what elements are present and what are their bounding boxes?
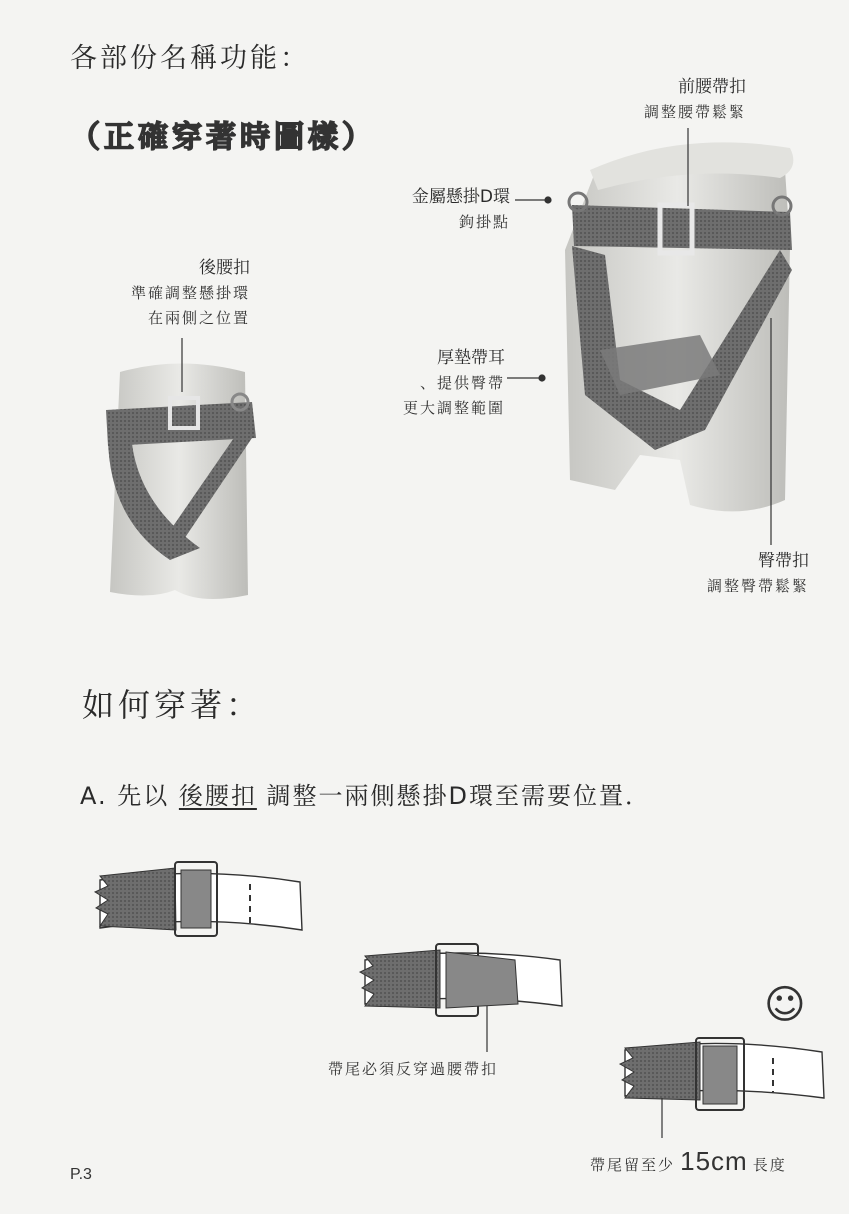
buckle-diagram-1 xyxy=(95,862,302,936)
section-title-how-to-wear: 如何穿著： xyxy=(82,686,263,724)
back-buckle-desc-2: 在兩側之位置 xyxy=(147,309,250,327)
d-ring-desc: 鉤掛點 xyxy=(458,213,510,231)
step-a-prefix: A. 先以 xyxy=(80,782,179,810)
buckle-diagram-3 xyxy=(620,1038,824,1138)
harness-back-photo xyxy=(106,364,256,600)
section-title-parts: 各部份名稱功能： xyxy=(70,43,310,74)
front-buckle-name: 前腰帶扣 xyxy=(678,77,746,97)
d-ring-name: 金屬懸掛D環 xyxy=(411,187,510,207)
padded-tab-desc-1: 、提供臀帶 xyxy=(419,374,505,392)
step-a-back-buckle: 後腰扣 xyxy=(178,782,257,810)
step-a-suffix: 調整一兩側懸掛D環至需要位置． xyxy=(256,782,651,810)
hip-buckle-desc: 調整臀帶鬆緊 xyxy=(706,577,809,595)
note-length-value: 15cm xyxy=(680,1146,748,1176)
padded-tab-desc-2: 更大調整範圍 xyxy=(402,399,505,417)
label-back-buckle xyxy=(60,253,250,328)
note-strap-through: 帶尾必須反穿過腰帶扣 xyxy=(328,1060,499,1078)
step-a-instruction xyxy=(80,776,651,811)
back-buckle-desc-1: 準確調整懸掛環 xyxy=(130,284,250,302)
section-subtitle-correct-wear: （正確穿著時圖樣） xyxy=(70,120,376,155)
label-hip-buckle xyxy=(589,546,809,596)
harness-front-photo xyxy=(565,142,793,511)
label-front-buckle xyxy=(526,72,746,122)
note-length-prefix: 帶尾留至少 xyxy=(590,1156,676,1174)
note-length-suffix: 長度 xyxy=(752,1156,787,1174)
label-padded-tab xyxy=(340,343,505,418)
smiley-icon: ☺ xyxy=(764,982,806,1028)
page-number: P.3 xyxy=(70,1166,92,1183)
hip-buckle-name: 臀帶扣 xyxy=(758,551,809,571)
buckle-diagram-2 xyxy=(360,944,562,1052)
padded-tab-name: 厚墊帶耳 xyxy=(437,348,505,368)
label-d-ring xyxy=(330,182,510,232)
front-buckle-desc: 調整腰帶鬆緊 xyxy=(643,103,746,121)
back-buckle-name: 後腰扣 xyxy=(199,258,250,278)
note-strap-length xyxy=(590,1146,787,1177)
